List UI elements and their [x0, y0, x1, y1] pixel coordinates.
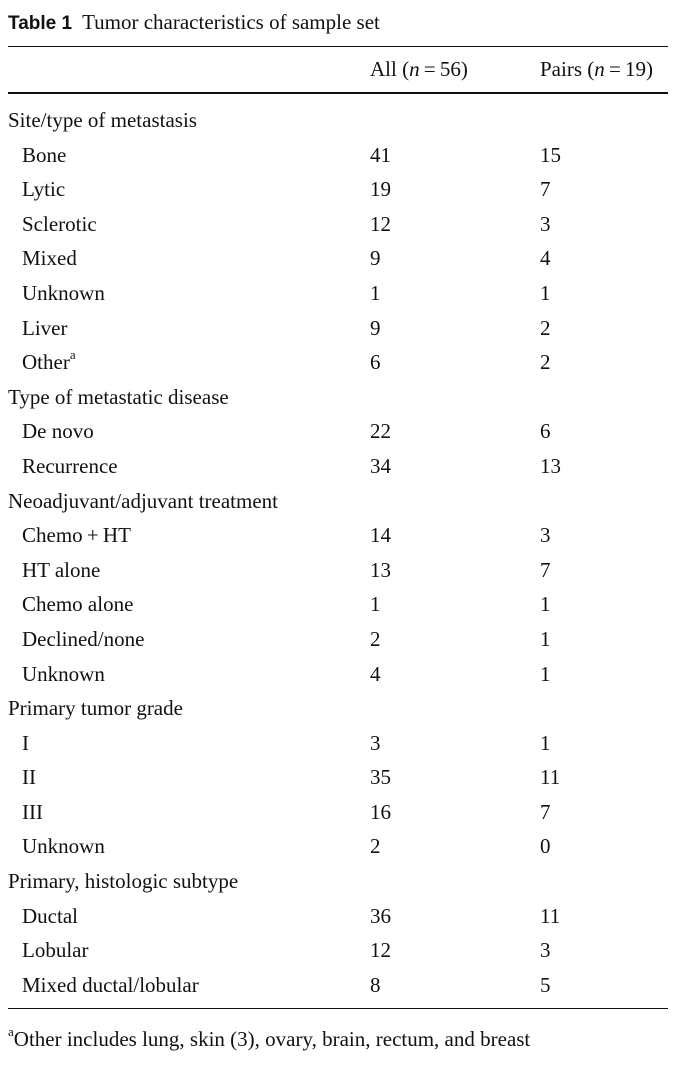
cell-all: 14: [370, 523, 391, 548]
row-label: Ductal: [22, 903, 78, 928]
table-row: [0, 345, 680, 380]
table-row: [0, 207, 680, 242]
table-row: [0, 518, 680, 553]
cell-pairs: 7: [540, 177, 551, 202]
cell-all: 3: [370, 730, 381, 755]
row-label: Sclerotic: [22, 211, 97, 236]
table-body: [0, 103, 680, 1002]
cell-pairs: 11: [540, 903, 561, 928]
table-caption: [8, 8, 380, 38]
row-label: Other$^a$: [22, 347, 76, 375]
cell-all: 9: [370, 246, 381, 271]
cell-pairs: 1: [540, 730, 551, 755]
table-row: [0, 587, 680, 622]
column-header-pairs: Pairs (n = 19): [540, 57, 653, 81]
cell-pairs: 15: [540, 142, 561, 167]
section-title: Primary, histologic subtype: [8, 869, 239, 894]
table-label: Table 1: [8, 13, 73, 34]
cell-all: 12: [370, 211, 391, 236]
cell-pairs: 3: [540, 523, 551, 548]
row-label: Mixed ductal/lobular: [22, 972, 199, 997]
table-footnote: [8, 1024, 530, 1054]
cell-pairs: 1: [540, 280, 551, 305]
cell-pairs: 5: [540, 972, 551, 997]
table-row: [0, 829, 680, 864]
footnote-mark: a: [8, 1024, 14, 1039]
section-header-row: [0, 864, 680, 899]
table-row: [0, 933, 680, 968]
top-rule: [8, 46, 668, 47]
row-label: Lytic: [22, 177, 66, 202]
table-title: Tumor characteristics of sample set: [82, 10, 380, 34]
table-row: [0, 553, 680, 588]
table-row: [0, 726, 680, 761]
cell-all: 1: [370, 280, 381, 305]
cell-pairs: 6: [540, 419, 551, 444]
table-row: [0, 138, 680, 173]
column-header-all: All (n = 56): [370, 57, 468, 81]
cell-all: 22: [370, 419, 391, 444]
cell-pairs: 7: [540, 557, 551, 582]
cell-all: 2: [370, 834, 381, 859]
table-row: [0, 311, 680, 346]
table-row: [0, 968, 680, 1003]
cell-pairs: 3: [540, 211, 551, 236]
section-title: Type of metastatic disease: [8, 384, 229, 409]
table-row: [0, 760, 680, 795]
row-label: HT alone: [22, 557, 101, 582]
table-row: [0, 449, 680, 484]
row-label: Declined/none: [22, 626, 145, 651]
table-row: [0, 414, 680, 449]
section-header-row: [0, 103, 680, 138]
section-title: Neoadjuvant/adjuvant treatment: [8, 488, 278, 513]
table-row: [0, 622, 680, 657]
table-row: [0, 795, 680, 830]
table-header-row: [0, 54, 680, 84]
row-label: II: [22, 765, 36, 790]
footnote-ref: a: [69, 347, 76, 363]
table-row: [0, 276, 680, 311]
cell-pairs: 7: [540, 799, 551, 824]
cell-pairs: 11: [540, 765, 561, 790]
footnote-text: Other includes lung, skin (3), ovary, brain, rectum, and breast: [13, 1027, 531, 1051]
row-label: Lobular: [22, 938, 89, 963]
section-header-row: [0, 484, 680, 519]
table-row: [0, 241, 680, 276]
cell-all: 16: [370, 799, 391, 824]
table-row: [0, 657, 680, 692]
cell-all: 41: [370, 142, 391, 167]
bottom-rule: [8, 1008, 668, 1009]
row-label: Unknown: [22, 661, 105, 686]
cell-pairs: 2: [540, 350, 551, 375]
table-row: [0, 899, 680, 934]
section-header-row: [0, 380, 680, 415]
cell-pairs: 4: [540, 246, 551, 271]
section-header-row: [0, 691, 680, 726]
cell-all: 36: [370, 903, 391, 928]
row-label: Mixed: [22, 246, 77, 271]
cell-pairs: 1: [540, 626, 551, 651]
cell-pairs: 1: [540, 661, 551, 686]
row-label: Chemo alone: [22, 592, 134, 617]
cell-all: 8: [370, 972, 381, 997]
cell-all: 9: [370, 315, 381, 340]
section-title: Site/type of metastasis: [8, 108, 197, 132]
cell-all: 19: [370, 177, 391, 202]
row-label: Chemo + HT: [22, 523, 131, 548]
section-title: Primary tumor grade: [8, 696, 183, 721]
row-label: I: [22, 730, 29, 755]
cell-pairs: 13: [540, 453, 561, 478]
row-label: De novo: [22, 419, 94, 444]
cell-all: 1: [370, 592, 381, 617]
cell-pairs: 1: [540, 592, 551, 617]
cell-all: 13: [370, 557, 391, 582]
cell-pairs: 3: [540, 938, 551, 963]
row-label: Unknown: [22, 280, 105, 305]
row-label: Liver: [22, 315, 68, 340]
table-row: [0, 172, 680, 207]
row-label: Recurrence: [22, 453, 118, 478]
cell-pairs: 2: [540, 315, 551, 340]
cell-all: 34: [370, 453, 391, 478]
cell-all: 2: [370, 626, 381, 651]
row-label: Bone: [22, 142, 67, 167]
cell-all: 35: [370, 765, 391, 790]
cell-pairs: 0: [540, 834, 551, 859]
row-label: III: [22, 799, 43, 824]
cell-all: 4: [370, 661, 381, 686]
row-label: Unknown: [22, 834, 105, 859]
cell-all: 12: [370, 938, 391, 963]
header-rule: [8, 92, 668, 94]
cell-all: 6: [370, 350, 381, 375]
